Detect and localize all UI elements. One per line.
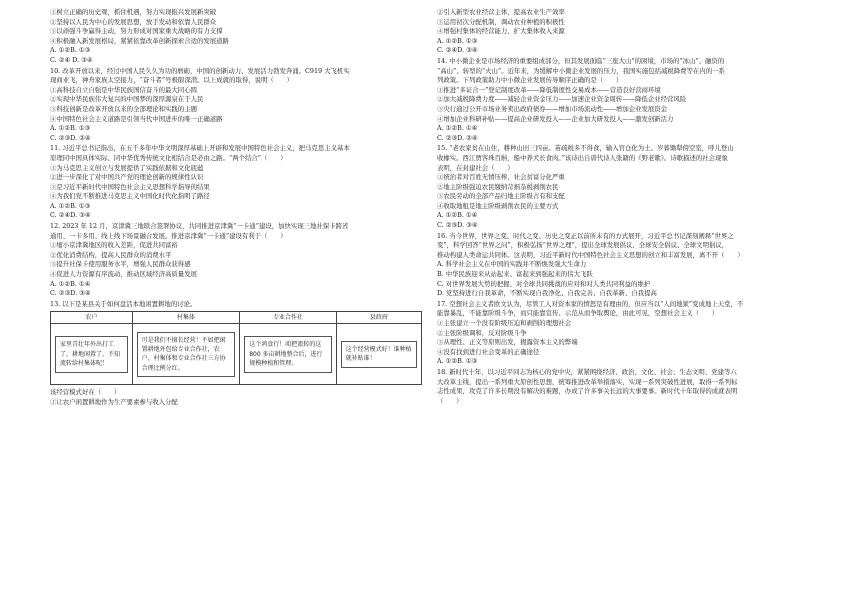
question-stem: 13. 以下是某县关于如何盘活本地闲置耕地的讨论。 — [50, 299, 197, 308]
question-13 — [50, 300, 422, 408]
option-line: ③从理性、正义等原则出发，揭露资本主义的弊端 — [437, 338, 578, 347]
question-18 — [437, 368, 809, 406]
question-15 — [437, 144, 809, 230]
option-line: ④积极融入新发展格局，紧紧依靠改革创新探索合适的发展道路 — [50, 36, 229, 45]
option-line: ④中国特色社会主义道路是引领当代中国进步的唯一正确道路 — [50, 114, 223, 123]
option-line: A. 科学社会主义在中国的实践并不断焕发强大生命力 — [437, 260, 587, 269]
option-line: ①缩小京津冀地区的收入差距，促进共同富裕 — [50, 241, 178, 250]
question-stem: 大改革主线，提出一系列重大原创性思想，统筹推进改革举措落实，实现一系列突破性进展，取得一系列标 — [437, 377, 738, 386]
question-stem: 17. 空想社会主义者欧文认为，尽管工人对资本家的愤怒是有理由的，但应当以“人间地狱”变成地上天堂，不 — [437, 299, 744, 308]
option-line: ①推进“多证合一”登记制度改革——降低制度性交易成本——营造良好营商环境 — [437, 85, 661, 94]
answer-choices: C. ②④D. ③④ — [437, 46, 478, 55]
question-stem: 16. 当今世界，世界之变、时代之变、历史之变正以前所未有的方式展开，习近平总书记深刻阐释“世界之 — [437, 231, 734, 240]
option-line: ④收取地租是地主阶级剥削农民的主要方式 — [437, 201, 559, 210]
question-stem: （ ） — [437, 396, 463, 405]
question-stem: 18. 新时代十年，以习近平同志为核心的党中央，紧紧围绕经济、政治、文化、社会、生态文明、党建等六 — [437, 367, 737, 376]
option-line: ①为马克思主义创立与发展提供了实践依据和文化底蕴 — [50, 163, 204, 172]
answer-choices: A. ①②B. ①③ — [437, 357, 478, 366]
question-stem: 15. “老农家贫在山住，耕种山田三四亩。苗疏税多不得食，输入官仓化为土。岁暮锄犁傍空室，呼儿登山 — [437, 144, 734, 153]
question-stem: 10. 改革开放以来，经过中国人民久久为功的磨砺，中国的创新动力、发展活力勃发奔涌。C919 大飞机实 — [50, 66, 350, 75]
option-line: B. 中华民族迎来从站起来、富起来到强起来的伟大飞跃 — [437, 270, 593, 279]
speech-card: 家里青壮年外出打工了，耕地闲置了，不知流转给村集体呢！ — [55, 336, 128, 372]
option-line: ②坚持以人民为中心的发展思想，放手发动和依靠人民群众 — [50, 17, 217, 26]
option-line: ①高科技自立自强是中华民族国信奋斗的最大同心圆 — [50, 85, 197, 94]
option-line: ④没有找到进行社会变革的正确途径 — [437, 347, 540, 356]
table-cell — [240, 324, 336, 385]
answer-choices: C. ②③D. ②④ — [50, 133, 91, 142]
answer-choices: C. ②④ D. ③④ — [50, 55, 93, 64]
option-line: ②加大减税降费力度——减轻企业资金压力——加速企业资金周转——降低企业经营风险 — [437, 95, 687, 104]
speech-card: 这个鸿食行！咱把流转的这 800 多亩耕地整合后，进行规模种植和管理。 — [244, 336, 331, 372]
question-17 — [437, 300, 809, 367]
question-14 — [437, 57, 809, 143]
table-cell — [132, 324, 240, 385]
speech-card: 这个经营模式好！谁种植就补贴谁！ — [341, 341, 417, 368]
answer-choices: C. ②④D. ③④ — [50, 211, 91, 220]
table-row — [51, 324, 422, 385]
option-line: ③提升社保卡使用服务水平，增强人民群众获得感 — [50, 260, 191, 269]
question-stem: 变”，科学回答“世界之问”，积极弘扬“世界之理”，提出全球发展倡议、全球安全倡议、全球文明倡议， — [437, 241, 729, 250]
option-line: ④增加企业科研补贴——提高企业研发投入——企业加大研发投入——激发创新活力 — [437, 114, 674, 123]
option-line: ②优化消费结构，提高人民群众的消费水平 — [50, 250, 172, 259]
answer-choices: C. ②③D. ③④ — [50, 289, 91, 298]
answer-choices: A. ①②B. ①③ — [437, 36, 478, 45]
question-stem: 现商业飞，神舟家族太空接力，“奋斗者”号极限深潜。以上成就的取得，说明（ ） — [50, 76, 293, 85]
question-stem: 收橡实。西江贾客珠百斛，船中养犬长食肉。”该诗出自唐代诗人张籍的《野老歌》。诗歌描述的社会现象 — [437, 153, 728, 162]
option-line: C. 对世界发展大势的把握、对全球共同挑战的应对和对人类共同利益的维护 — [437, 279, 651, 288]
option-line: ④增强村集体的经营能力，扩大集体收入来源 — [437, 27, 565, 36]
option-line: ①统治者对百姓无情压榨，社会贫富分化严重 — [437, 173, 565, 182]
table-cell — [336, 324, 421, 385]
option-line: ③运用初次分配机制，调动农业种植的积极性 — [437, 17, 565, 26]
question-stem: 表明，在封建社会（ ） — [437, 163, 514, 172]
q9-options — [50, 8, 422, 66]
question-stem: 14. 中小微企业是市场经济的重要组成部分，但其发展面临“三座大山”的困境，市场的“冰山”、融资的 — [437, 56, 725, 65]
right-column — [437, 8, 809, 406]
option-line: ③科技创新是改革开放以来的全部理论和实践的主题 — [50, 104, 197, 113]
question-stem: 志性成果，攻克了许多长期没有解决的难题，办成了许多事关长远的大事要事。新时代十年取得的成就表明 — [437, 387, 738, 396]
speech-card: 可是我们不擅长经营！不如把闲置耕地外包给专业合作社，农户、村集体和专业合作社三方协合理比例分红。 — [137, 332, 236, 378]
option-line: ②主张阶级调和，反对阶级斗争 — [437, 328, 527, 337]
table-header-row — [51, 312, 422, 324]
table-header: 村集体 — [132, 312, 240, 324]
left-column — [50, 8, 422, 408]
table-cell — [51, 324, 133, 385]
answer-choices: A. ①②B. ①③ — [50, 46, 91, 55]
table-header: 县政府 — [336, 312, 421, 324]
question-12 — [50, 222, 422, 299]
question-stem: 12. 2023 年 12 月，京津冀三地联合签署协议，共同推进京津冀“一卡通”建设，加快实现三地社保卡跨省 — [50, 222, 349, 231]
question-stem: 推动构建人类命运共同体。这表明，习近平新时代中国特色社会主义思想的创立和丰富发展，离不开（ ） — [437, 250, 744, 259]
answer-choices: A. ①②B. ①③ — [50, 124, 91, 133]
question-stem: 原理同中国具体实际、同中华优秀传统文化相结合是必由之路。“两个结合”（ ） — [50, 153, 287, 162]
answer-choices: A. ①②B. ①③ — [50, 201, 91, 210]
answer-choices: C. ②③D. ②④ — [437, 133, 478, 142]
option-line: ②引入新型农业经营主体，提高农业生产效率 — [437, 8, 565, 16]
answer-choices: C. ②③D. ③④ — [437, 221, 478, 230]
option-line: ④促进人力资源有序流动，推动区域经济高质量发展 — [50, 270, 197, 279]
discussion-table — [50, 311, 422, 385]
question-stem: 11. 习近平总书记指出，在五千多年中华文明深厚基础上开辟和发展中国特色社会主义，把马克思主义基本 — [50, 144, 350, 153]
option-line: ②进一步深化了对中国共产党的理论创新的规律性认识 — [50, 173, 204, 182]
option-line: ②地主阶级强迫农民缴纳苛捐杂税剥削农民 — [437, 182, 559, 191]
question-stem: 该经营模式好在（ ） — [50, 388, 121, 397]
option-line: D. 党坚持进行自我革命，不断实现自我净化、自我完善、自我革新、自我提高 — [437, 289, 657, 298]
option-line: ②实现中华民族伟大复兴的中国梦的深厚源泉在于人民 — [50, 95, 204, 104]
question-stem: 列政策。下列政策助力中小微企业发展传导顺序正确的是（ ） — [437, 76, 623, 85]
table-header: 专业合作社 — [240, 312, 336, 324]
option-line: ③是习近平新时代中国特色社会主义思想科学指导的结果 — [50, 182, 210, 191]
option-line: ③农民劳动的全部产品归地主阶级占有和支配 — [437, 192, 565, 201]
answer-choices: A. ①②B. ①④ — [437, 211, 478, 220]
answer-choices: A. ①②B. ①④ — [437, 124, 478, 133]
option-line: ①主张建立一个没有阶级压迫和剥削的理想社会 — [437, 319, 572, 327]
question-10 — [50, 67, 422, 144]
table-header: 农户 — [51, 312, 133, 324]
option-line: ③以顽强斗争赢得主动，努力形成对国家重大战略的有力支撑 — [50, 27, 223, 36]
question-stem: “高山”、转型的“火山”。近年来，为缓解中小微企业发展的压力，我国实施包括减税降费等在内的一系 — [437, 66, 725, 75]
question-stem: 通用、一卡多用、线上线下场景融合发展。推进京津冀“一卡通”建设有利于（ ） — [50, 231, 287, 240]
option-line: ①让农户闲置耕地作为生产要素参与收入分配 — [50, 398, 178, 406]
option-line: ④为我们党不断推进马克思主义中国化时代化指明了路径 — [50, 192, 210, 201]
q13-options-continued — [437, 8, 809, 56]
option-line: ①树立正确的历史观，抓住机遇，努力实现振兴发展新突破 — [50, 8, 217, 16]
question-11 — [50, 144, 422, 221]
question-stem: 能靠暴乱，不能靠阶级斗争，而只能靠宣传、示范从而争取舆论，由此可见，空想社会主义（ ） — [437, 309, 719, 318]
option-line: ③央行通过公开市场业务卖出政府债券——增加市场流动性——增加企业发展资金 — [437, 104, 668, 113]
answer-choices: A. ①②B. ①④ — [50, 279, 91, 288]
question-16 — [437, 232, 809, 299]
